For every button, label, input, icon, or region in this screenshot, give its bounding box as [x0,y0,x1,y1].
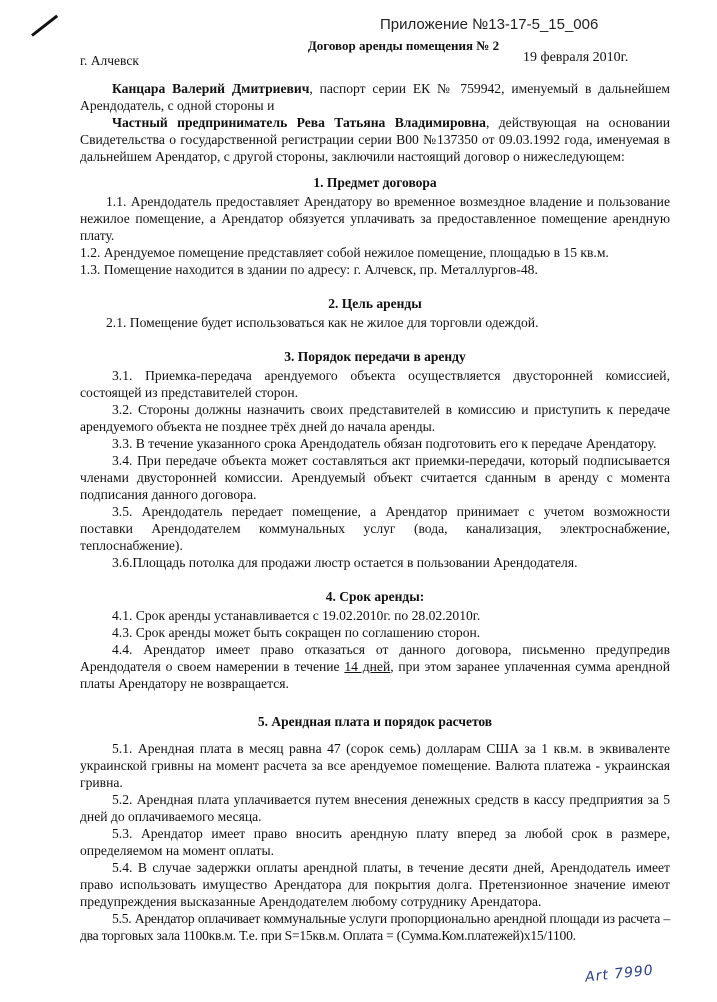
clause-3-2: 3.2. Стороны должны назначить своих представителей в комиссию и приступить к передаче арендуемого объекта не позднее трёх дней до начала аренды. [80,402,670,434]
clause-1-3: 1.3. Помещение находится в здании по адресу: г. Алчевск, пр. Металлургов-48. [80,262,538,277]
section-4-heading: 4. Срок аренды: [325,589,425,604]
document-city: г. Алчевск [80,53,139,68]
clause-3-5: 3.5. Арендодатель передает помещение, а Арендатор принимает с учетом возможности поставки Арендодателем коммунальных услуг (вода, канализация, электроснабжение, теплоснабжение). [80,504,670,553]
document-title: Договор аренды помещения № 2 [307,38,500,53]
section-1-heading: 1. Предмет договора [313,175,437,190]
contract-body [80,80,670,944]
clause-5-4: 5.4. В случае задержки оплаты арендной платы, в течение десяти дней, Арендодатель имеет право использовать имущество Арендатора для покрытия долга. Претензионное значение имеют предупреждения высказанные Арендодателем любому сотруднику Арендатора. [80,860,670,909]
section-3-heading: 3. Порядок передачи в аренду [284,349,466,364]
clause-5-2: 5.2. Арендная плата уплачивается путем внесения денежных средств в кассу предприятия за 5 дней до оплачиваемого месяца. [80,792,670,824]
clause-5-5: 5.5. Арендатор оплачивает коммунальные услуги пропорционально арендной площади из расчета – два торговых зала 1100кв.м. Т.е. при S=15кв.м. Оплата = (Сумма.Ком.платежей)х15/1100. [80,911,670,943]
clause-3-3: 3.3. В течение указанного срока Арендодатель обязан подготовить его к передаче Арендатору. [112,436,657,451]
tenant-details: , действующая на основании Свидетельства о государственной регистрации серии В00 №137350 от 09.03.1992 года, именуемая в дальнейшем Арендатор, с другой стороны, заключили настоящий договор о нижеследующем: [80,115,670,164]
intro-landlord-paragraph [80,80,670,114]
notice-period: 14 дней [344,659,391,674]
tenant-name: Частный предприниматель Рева Татьяна Владимировна [112,115,486,130]
clause-4-3: 4.3. Срок аренды может быть сокращен по соглашению сторон. [112,625,481,640]
clause-3-1: 3.1. Приемка-передача арендуемого объекта осуществляется двусторонней комиссией, состоящей из представителей сторон. [80,368,670,400]
landlord-name: Канцара Валерий Дмитриевич [112,81,310,96]
clause-3-6: 3.6.Площадь потолка для продажи люстр остается в пользовании Арендодателя. [112,555,578,570]
section-5-heading: 5. Арендная плата и порядок расчетов [257,714,493,729]
clause-5-3: 5.3. Арендатор имеет право вносить арендную плату вперед за любой срок в размере, определяемом на момент оплаты. [80,826,670,858]
clause-1-2: 1.2. Арендуемое помещение представляет собой нежилое помещение, площадью в 15 кв.м. [80,245,609,260]
clause-3-4: 3.4. При передаче объекта может составляться акт приемки-передачи, который подписывается членами двусторонней комиссии. Арендуемый объект считается сданным в аренду с момента подписания данного договора. [80,453,670,502]
clause-2-1: 2.1. Помещение будет использоваться как не жилое для торговли одеждой. [106,315,539,330]
clause-4-4-end: , при этом заранее уплаченная сумма арендной платы Арендатору не возвращается. [80,659,670,691]
document-date: 19 февраля 2010г. [523,50,629,65]
intro-tenant-paragraph [80,114,670,165]
landlord-details: , паспорт серии ЕК № 759942, именуемый в дальнейшем Арендодатель, с одной стороны и [80,81,670,113]
clause-4-4 [80,641,670,692]
clause-1-1: 1.1. Арендодатель предоставляет Арендатору во временное возмездное владение и пользование нежилое помещение, а Арендатор обязуется уплачивать за предоставленное помещение арендную плату. [80,194,670,243]
appendix-number: Приложение №13-17-5_15_006 [380,16,599,33]
clause-4-1: 4.1. Срок аренды устанавливается с 19.02.2010г. по 28.02.2010г. [112,608,481,623]
section-2-heading: 2. Цель аренды [328,296,422,311]
clause-5-1: 5.1. Арендная плата в месяц равна 47 (сорок семь) долларам США за 1 кв.м. в эквиваленте украинской гривны на момент расчета за все арендуемое помещение. Валюта платежа - украинская гривна. [80,741,670,790]
pen-stroke-mark [31,15,58,37]
clause-4-4-start: 4.4. Арендатор имеет право отказаться от данного договора, письменно предупредив Арендодателя о своем намерении в течение [80,642,670,674]
handwritten-note: Art 7990 [584,962,655,986]
